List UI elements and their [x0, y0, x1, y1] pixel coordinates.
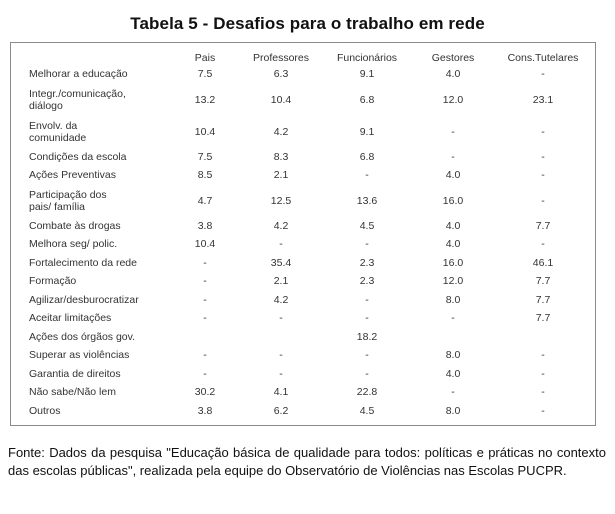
table-cell: 8.0: [445, 349, 461, 362]
table-cell: 23.1: [532, 93, 554, 106]
table-cell: [236, 328, 326, 347]
table-cell: 10.4: [270, 93, 292, 106]
table-cell: -: [541, 404, 545, 417]
table-cell: -: [203, 367, 207, 380]
table-cell: 30.2: [194, 386, 216, 399]
table-cell: -: [279, 312, 283, 325]
table-cell: 4.0: [445, 169, 461, 182]
table-cell: 3.8: [197, 404, 213, 417]
row-label: Condições da escola: [29, 150, 127, 163]
table-cell: 2.3: [359, 275, 375, 288]
row-label: Integr./comunicação, diálogo: [29, 87, 126, 112]
table-row: [29, 328, 588, 347]
table-body: [29, 65, 588, 420]
table-cell: -: [541, 238, 545, 251]
table-cell: 12.5: [270, 194, 292, 207]
table-cell: -: [203, 275, 207, 288]
table-cell: -: [365, 238, 369, 251]
table-cell: 16.0: [442, 194, 464, 207]
table-cell: -: [279, 367, 283, 380]
table-cell: 9.1: [359, 68, 375, 81]
table-cell: 8.0: [445, 404, 461, 417]
row-label: Superar as violências: [29, 349, 130, 362]
table-row: [29, 309, 588, 328]
table-cell: 7.7: [535, 293, 551, 306]
table-cell: 6.8: [359, 150, 375, 163]
table-title: Tabela 5 - Desafios para o trabalho em rede: [130, 14, 485, 33]
table-cell: 22.8: [356, 386, 378, 399]
header-cell-professores: Professores: [252, 52, 310, 64]
row-label: Ações Preventivas: [29, 169, 116, 182]
row-label: Fortalecimento da rede: [29, 256, 137, 269]
table-cell: 35.4: [270, 256, 292, 269]
table-row: [29, 254, 588, 273]
table-row: [29, 346, 588, 365]
table-row: [29, 365, 588, 384]
table-cell: 7.5: [197, 150, 213, 163]
table-cell: 10.4: [194, 125, 216, 138]
table-cell: -: [365, 312, 369, 325]
table-cell: -: [203, 312, 207, 325]
table-cell: 13.2: [194, 93, 216, 106]
table-cell: -: [451, 386, 455, 399]
table-cell: 8.5: [197, 169, 213, 182]
row-label: Outros: [29, 404, 61, 417]
table-cell: 4.2: [273, 219, 289, 232]
table-cell: -: [279, 349, 283, 362]
data-table: [29, 51, 588, 420]
table-cell: -: [451, 125, 455, 138]
table-cell: 7.7: [535, 275, 551, 288]
row-label: Garantia de direitos: [29, 367, 121, 380]
table-cell: -: [541, 349, 545, 362]
table-row: [29, 84, 588, 116]
header-cell-label: [29, 51, 174, 65]
table-cell: 2.1: [273, 169, 289, 182]
header-cell-cons-tutelares: Cons.Tutelares: [507, 52, 579, 64]
table-cell: 4.0: [445, 219, 461, 232]
table-cell: 4.7: [197, 194, 213, 207]
table-cell: -: [541, 125, 545, 138]
row-label: Não sabe/Não lem: [29, 386, 116, 399]
table-row: [29, 185, 588, 217]
table-cell: 2.3: [359, 256, 375, 269]
table-row: [29, 272, 588, 291]
table-row: [29, 65, 588, 84]
table-cell: 7.7: [535, 312, 551, 325]
table-cell: [174, 328, 236, 347]
table-cell: -: [541, 367, 545, 380]
table-cell: 4.1: [273, 386, 289, 399]
table-cell: 7.7: [535, 219, 551, 232]
table-cell: 7.5: [197, 68, 213, 81]
header-row: [29, 51, 588, 65]
table-cell: -: [203, 256, 207, 269]
table-row: [29, 166, 588, 185]
source-note: Fonte: Dados da pesquisa "Educação básica de qualidade para todos: políticas e práticas no contexto das escolas públicas", realizada pela equipe do Observatório de Violências nas Escolas PUCPR.: [8, 445, 606, 478]
table-cell: 2.1: [273, 275, 289, 288]
row-label: Combate às drogas: [29, 219, 121, 232]
table-cell: 13.6: [356, 194, 378, 207]
row-label: Participação dos pais/ família: [29, 188, 107, 213]
row-label: Melhorar a educação: [29, 68, 128, 81]
table-cell: -: [365, 367, 369, 380]
row-label: Melhora seg/ polic.: [29, 238, 118, 251]
row-label: Ações dos órgãos gov.: [29, 330, 136, 343]
table-cell: 4.5: [359, 404, 375, 417]
table-cell: -: [203, 293, 207, 306]
table-cell: 6.2: [273, 404, 289, 417]
table-cell: 8.0: [445, 293, 461, 306]
table-cell: 9.1: [359, 125, 375, 138]
table-frame: [10, 42, 596, 426]
table-cell: 16.0: [442, 256, 464, 269]
table-cell: -: [279, 238, 283, 251]
table-cell: -: [451, 150, 455, 163]
table-row: [29, 291, 588, 310]
table-cell: -: [541, 68, 545, 81]
row-label: Aceitar limitações: [29, 312, 112, 325]
table-cell: [498, 328, 588, 347]
table-cell: 4.0: [445, 238, 461, 251]
row-label: Envolv. da comunidade: [29, 119, 87, 144]
table-cell: -: [203, 349, 207, 362]
table-cell: -: [541, 386, 545, 399]
table-cell: 4.0: [445, 367, 461, 380]
table-cell: 8.3: [273, 150, 289, 163]
table-cell: [408, 328, 498, 347]
table-row: [29, 148, 588, 167]
table-cell: -: [541, 150, 545, 163]
table-cell: -: [365, 349, 369, 362]
table-cell: 6.8: [359, 93, 375, 106]
table-row: [29, 383, 588, 402]
table-cell: 18.2: [356, 330, 378, 343]
table-cell: 12.0: [442, 275, 464, 288]
table-cell: -: [451, 312, 455, 325]
header-cell-pais: Pais: [194, 52, 216, 64]
row-label: Agilizar/desburocratizar: [29, 293, 139, 306]
table-cell: 6.3: [273, 68, 289, 81]
table-row: [29, 235, 588, 254]
table-cell: 4.2: [273, 125, 289, 138]
header-cell-gestores: Gestores: [431, 52, 475, 64]
table-cell: 12.0: [442, 93, 464, 106]
table-cell: 4.2: [273, 293, 289, 306]
table-cell: -: [541, 169, 545, 182]
table-row: [29, 402, 588, 421]
table-cell: 4.5: [359, 219, 375, 232]
table-row: [29, 217, 588, 236]
table-cell: 3.8: [197, 219, 213, 232]
table-row: [29, 116, 588, 148]
row-label: Formação: [29, 275, 77, 288]
table-cell: 10.4: [194, 238, 216, 251]
table-cell: 4.0: [445, 68, 461, 81]
table-cell: -: [365, 169, 369, 182]
table-cell: -: [365, 293, 369, 306]
table-cell: -: [541, 194, 545, 207]
header-cell-funcionarios: Funcionários: [336, 52, 398, 64]
table-cell: 46.1: [532, 256, 554, 269]
